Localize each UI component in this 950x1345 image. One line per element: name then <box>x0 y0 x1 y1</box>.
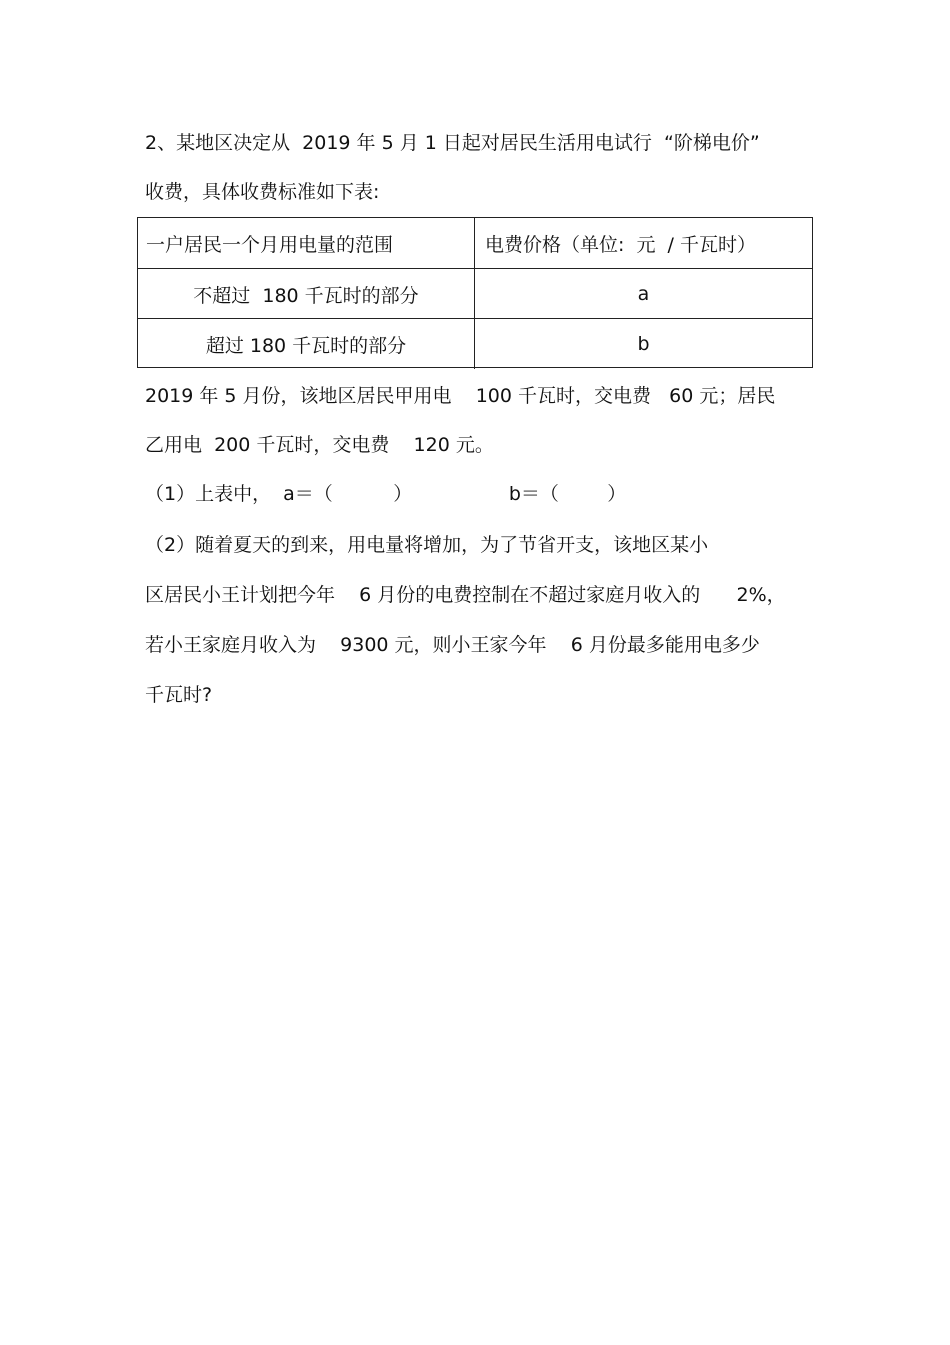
table-cell: a <box>637 283 650 305</box>
question-2-line-1: （2）随着夏天的到来，用电量将增加，为了节省开支，该地区某小 <box>145 534 709 556</box>
table-cell: b <box>637 333 650 355</box>
table-header-row <box>138 218 812 268</box>
table-header-cell: 一户居民一个月用电量的范围 <box>138 218 475 268</box>
body-line-1: 2019 年 5 月份，该地区居民甲用电 100 千瓦时，交电费 60 元；居民 <box>145 385 776 407</box>
table-cell: 超过 180 千瓦时的部分 <box>138 319 475 369</box>
question-2-line-4: 千瓦时? <box>145 684 213 706</box>
question-2-line-3: 若小王家庭月收入为 9300 元，则小王家今年 6 月份最多能用电多少 <box>145 634 760 656</box>
problem-line-2: 收费，具体收费标准如下表: <box>145 181 380 203</box>
question-2-line-2: 区居民小王计划把今年 6 月份的电费控制在不超过家庭月收入的 2%， <box>145 584 786 606</box>
table-cell: 不超过 180 千瓦时的部分 <box>138 269 475 319</box>
table-row <box>138 268 812 319</box>
body-line-2: 乙用电 200 千瓦时，交电费 120 元。 <box>145 434 494 456</box>
table-row <box>138 318 812 369</box>
pricing-table <box>137 217 813 368</box>
problem-line-1: 2、某地区决定从 2019 年 5 月 1 日起对居民生活用电试行 “阶梯电价” <box>145 132 760 154</box>
question-1: （1）上表中， a＝（ ） b＝（ ） <box>145 483 627 505</box>
table-header-cell: 电费价格（单位: 元 / 千瓦时） <box>485 233 757 256</box>
